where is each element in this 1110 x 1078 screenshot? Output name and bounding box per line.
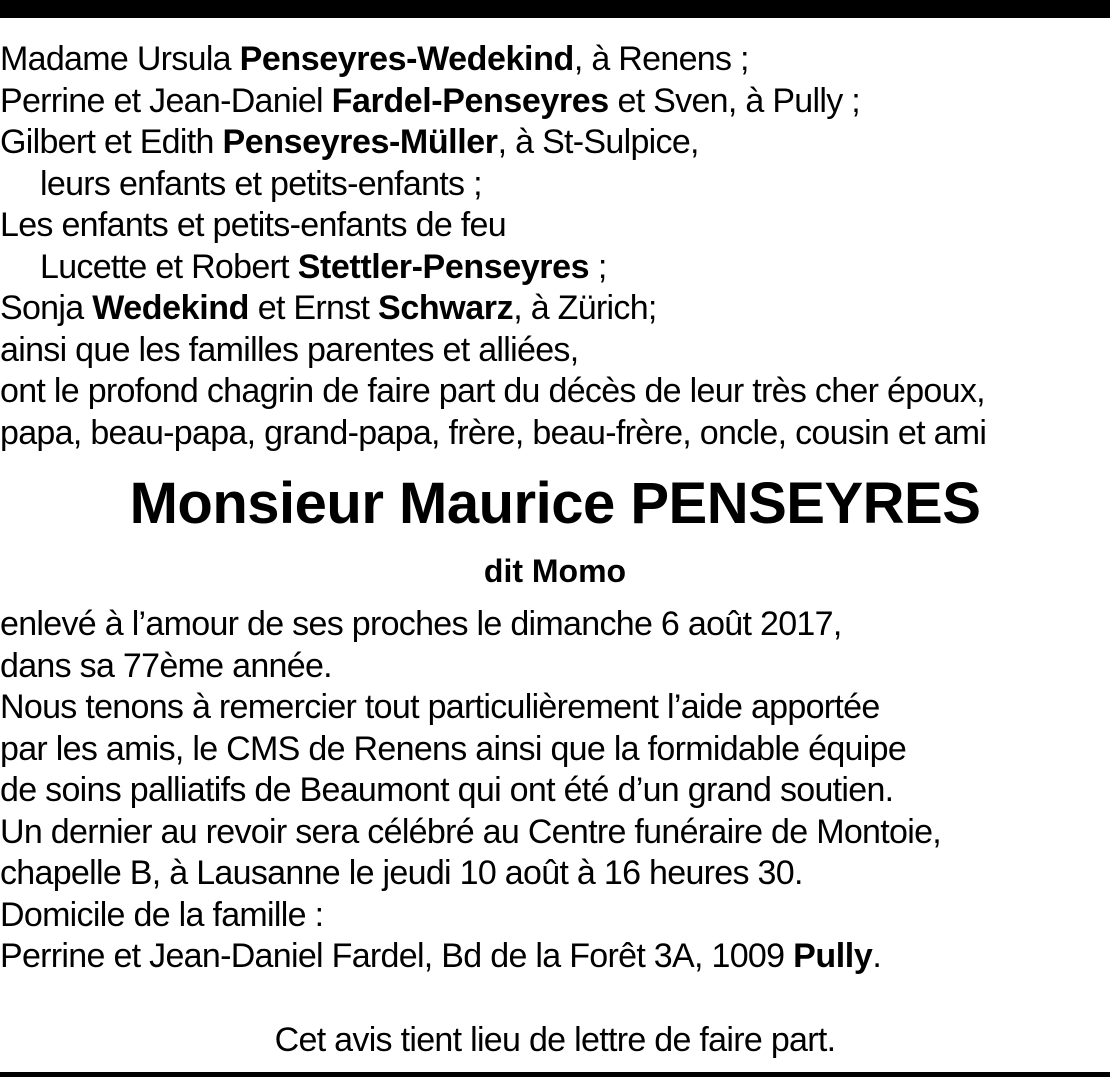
family-line-3: Gilbert et Edith Penseyres-Müller, à St-Sulpice, bbox=[0, 123, 699, 161]
family-line-9: ont le profond chagrin de faire part du décès de leur très cher époux, bbox=[0, 372, 985, 410]
family-address: Perrine et Jean-Daniel Fardel, Bd de la Forêt 3A, 1009 Pully. bbox=[0, 937, 882, 975]
family-announcement bbox=[0, 39, 1110, 454]
deceased-name: Monsieur Maurice PENSEYRES bbox=[129, 471, 981, 536]
announcement-body bbox=[0, 604, 1110, 978]
family-line-1: Madame Ursula Penseyres-Wedekind, à Renens ; bbox=[0, 40, 749, 78]
family-name-bold: Fardel-Penseyres bbox=[331, 81, 609, 120]
body-line-6: Un dernier au revoir sera célébré au Centre funéraire de Montoie, bbox=[0, 812, 942, 851]
family-name-bold: Schwarz bbox=[378, 289, 514, 327]
closing-note: Cet avis tient lieu de lettre de faire part. bbox=[274, 1021, 836, 1059]
body-line-1: enlevé à l’amour de ses proches le dimanche 6 août 2017, bbox=[0, 605, 842, 643]
family-name-bold: Stettler-Penseyres bbox=[297, 247, 590, 286]
family-line-5: Les enfants et petits-enfants de feu bbox=[0, 206, 506, 244]
body-line-7: chapelle B, à Lausanne le jeudi 10 août à 16 heures 30. bbox=[0, 854, 803, 892]
family-name-bold: Penseyres-Wedekind bbox=[239, 40, 574, 78]
top-border-rule bbox=[0, 0, 1110, 18]
address-city: Pully bbox=[793, 937, 873, 975]
family-line-2: Perrine et Jean-Daniel Fardel-Penseyres et Sven, à Pully ; bbox=[0, 81, 861, 120]
family-name-bold: Wedekind bbox=[92, 289, 249, 327]
family-line-7: Sonja Wedekind et Ernst Schwarz, à Zürich; bbox=[0, 289, 657, 327]
bottom-border-rule bbox=[0, 1072, 1110, 1077]
family-line-10: papa, beau-papa, grand-papa, frère, beau-frère, oncle, cousin et ami bbox=[0, 413, 987, 452]
body-line-4: par les amis, le CMS de Renens ainsi que la formidable équipe bbox=[0, 729, 907, 768]
family-line-4: leurs enfants et petits-enfants ; bbox=[40, 164, 482, 203]
family-line-6: Lucette et Robert Stettler-Penseyres ; bbox=[40, 247, 607, 286]
body-line-2: dans sa 77ème année. bbox=[0, 646, 332, 685]
body-line-5: de soins palliatifs de Beaumont qui ont été d’un grand soutien. bbox=[0, 771, 894, 809]
body-line-3: Nous tenons à remercier tout particulièrement l’aide apportée bbox=[0, 688, 880, 726]
deceased-nickname: dit Momo bbox=[483, 553, 627, 589]
family-name-bold: Penseyres-Müller bbox=[222, 123, 498, 161]
family-line-8: ainsi que les familles parentes et alliées, bbox=[0, 330, 579, 369]
body-line-8: Domicile de la famille : bbox=[0, 895, 324, 934]
